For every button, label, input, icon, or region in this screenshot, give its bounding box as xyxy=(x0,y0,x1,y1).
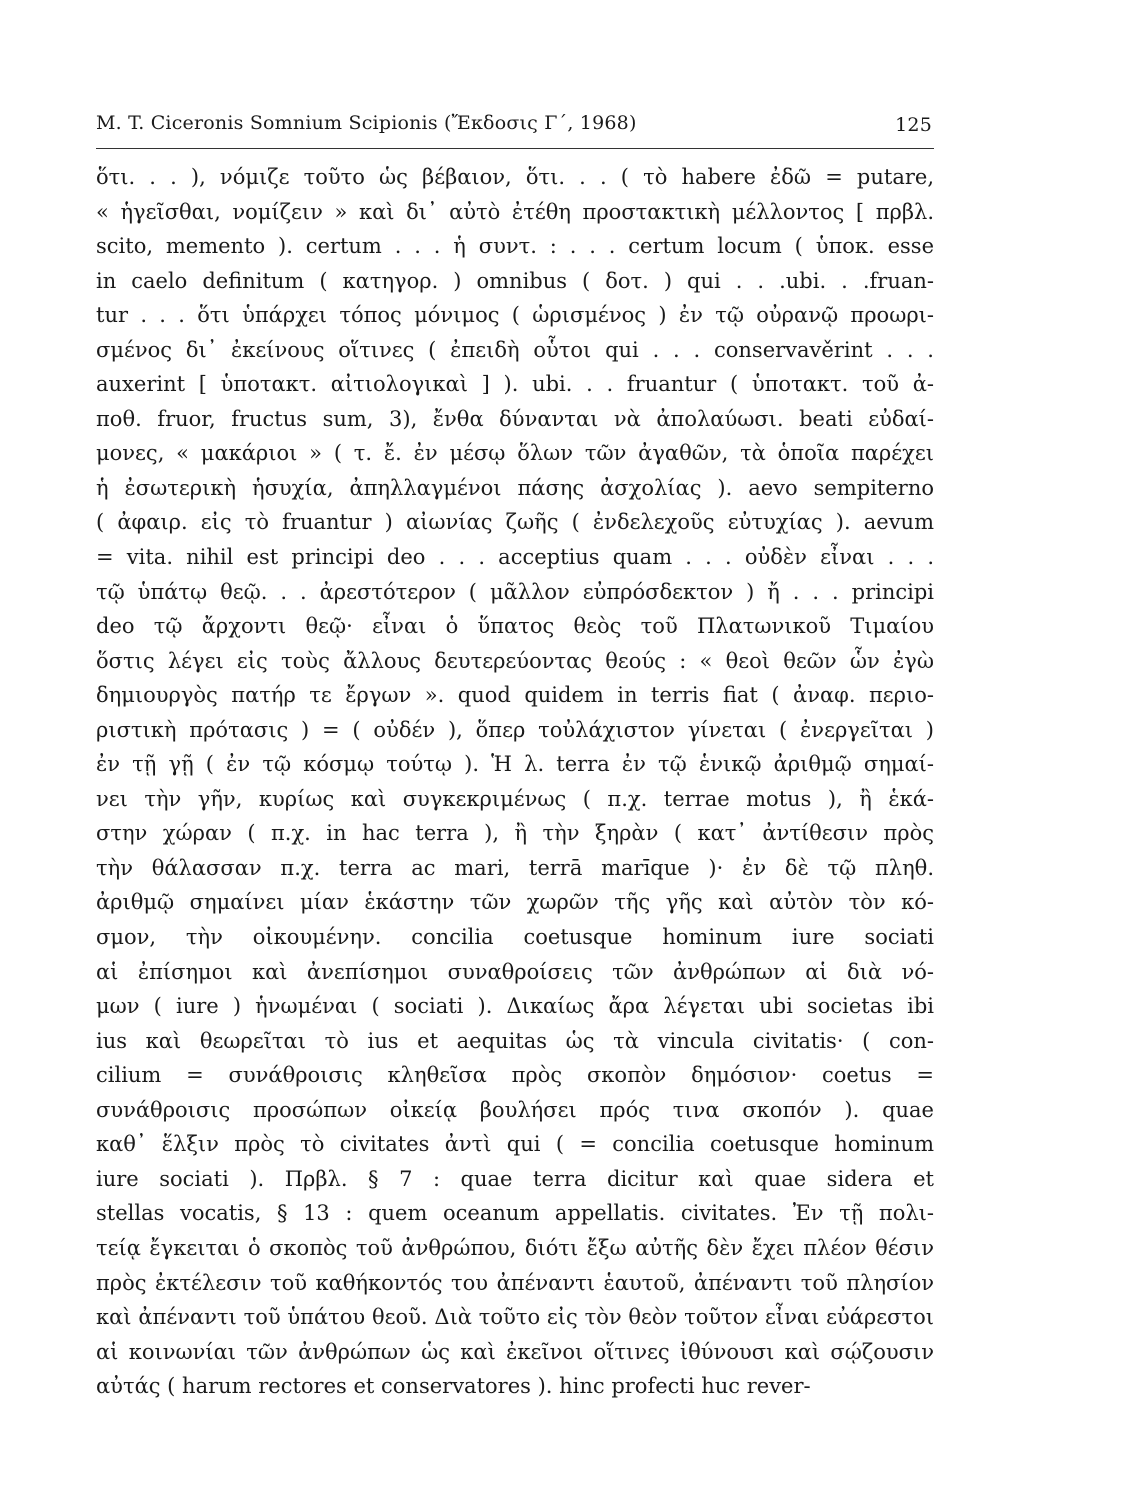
text-line: scito, memento ). certum . . . ἡ συντ. : . . . certum locum ( ὑποκ. esse xyxy=(96,234,934,259)
text-line: σμένος δι᾽ ἐκείνους οἵτινες ( ἐπειδὴ οὗτοι qui . . . conservavěrint . . . xyxy=(96,337,934,362)
text-line: iure sociati ). Πρβλ. § 7 : quae terra dicitur καὶ quae sidera et xyxy=(96,1166,934,1191)
text-line: μονες, « μακάριοι » ( τ. ἔ. ἐν μέσῳ ὅλων τῶν ἀγαθῶν, τὰ ὁποῖα παρέχει xyxy=(96,441,934,466)
text-line: deo τῷ ἄρχοντι θεῷ· εἶναι ὁ ὕπατος θεὸς τοῦ Πλατωνικοῦ Τιμαίου xyxy=(96,614,934,639)
text-line: ριστικὴ πρότασις ) = ( οὐδέν ), ὅπερ τοὐλάχιστον γίνεται ( ἐνεργεῖται ) xyxy=(96,717,934,742)
page-number: 125 xyxy=(895,114,932,136)
text-line: αὐτάς ( harum rectores et conservatores ). hinc profecti huc rever- xyxy=(96,1374,811,1399)
running-header xyxy=(96,112,938,142)
text-line: auxerint [ ὑποτακτ. αἰτιολογικαὶ ] ). ubi. . . fruantur ( ὑποτακτ. τοῦ ἀ- xyxy=(96,372,934,397)
commentary-body xyxy=(96,160,934,1404)
text-line: = vita. nihil est principi deo . . . acceptius quam . . . οὐδὲν εἶναι . . . xyxy=(96,545,934,570)
text-line: αἱ ἐπίσημοι καὶ ἀνεπίσημοι συναθροίσεις τῶν ἀνθρώπων αἱ διὰ νό- xyxy=(96,959,934,984)
text-line: cilium = συνάθροισις κληθεῖσα πρὸς σκοπὸν δημόσιον· coetus = xyxy=(96,1063,934,1088)
running-title: M. T. Ciceronis Somnium Scipionis (Ἔκδοσις Γ΄, 1968) xyxy=(96,112,637,134)
text-line: δημιουργὸς πατήρ τε ἔργων ». quod quidem in terris fiat ( ἀναφ. περιο- xyxy=(96,683,934,708)
text-line: ( ἀφαιρ. εἰς τὸ fruantur ) αἰωνίας ζωῆς ( ἐνδελεχοῦς εὐτυχίας ). aevum xyxy=(96,510,934,535)
text-line: tur . . . ὅτι ὑπάρχει τόπος μόνιμος ( ὡρισμένος ) ἐν τῷ οὐρανῷ προωρι- xyxy=(96,303,934,328)
text-line: stellas vocatis, § 13 : quem oceanum appellatis. civitates. Ἐν τῇ πολι- xyxy=(96,1201,934,1226)
text-line: μων ( iure ) ἡνωμέναι ( sociati ). Δικαίως ἄρα λέγεται ubi societas ibi xyxy=(96,994,934,1019)
text-line: ὅτι. . . ), νόμιζε τοῦτο ὡς βέβαιον, ὅτι. . . ( τὸ habere ἐδῶ = putare, xyxy=(96,165,934,189)
header-rule xyxy=(96,148,934,149)
text-line: « ἡγεῖσθαι, νομίζειν » καὶ δι᾽ αὐτὸ ἐτέθη προστακτικὴ μέλλοντος [ πρβλ. xyxy=(96,199,934,224)
text-line: τὴν θάλασσαν π.χ. terra ac mari, terrā marīque )· ἐν δὲ τῷ πληθ. xyxy=(96,855,934,880)
text-line: in caelo definitum ( κατηγορ. ) omnibus ( δοτ. ) qui . . .ubi. . .fruan- xyxy=(96,268,934,293)
text-line: πρὸς ἐκτέλεσιν τοῦ καθήκοντός του ἀπέναντι ἑαυτοῦ, ἀπέναντι τοῦ πλησίον xyxy=(96,1270,934,1295)
text-line: αἱ κοινωνίαι τῶν ἀνθρώπων ὡς καὶ ἐκεῖνοι οἵτινες ἰθύνουσι καὶ σῴζουσιν xyxy=(96,1339,934,1364)
text-line: καθ᾽ ἕλξιν πρὸς τὸ civitates ἀντὶ qui ( = concilia coetusque hominum xyxy=(96,1132,934,1157)
text-line: ius καὶ θεωρεῖται τὸ ius et aequitas ὡς τὰ vincula civitatis· ( con- xyxy=(96,1028,934,1053)
text-line: τῷ ὑπάτῳ θεῷ. . . ἀρεστότερον ( μᾶλλον εὐπρόσδεκτον ) ἤ . . . principi xyxy=(96,579,934,604)
text-line: σμον, τὴν οἰκουμένην. concilia coetusque hominum iure sociati xyxy=(96,925,934,950)
text-line: νει τὴν γῆν, κυρίως καὶ συγκεκριμένως ( π.χ. terrae motus ), ἢ ἑκά- xyxy=(96,786,934,811)
text-line: ἐν τῇ γῇ ( ἐν τῷ κόσμῳ τούτῳ ). Ἡ λ. terra ἐν τῷ ἑνικῷ ἀριθμῷ σημαί- xyxy=(96,752,934,777)
text-line: ποθ. fruor, fructus sum, 3), ἔνθα δύνανται νὰ ἀπολαύωσι. beati εὐδαί- xyxy=(96,406,934,431)
text-line: στην χώραν ( π.χ. in hac terra ), ἢ τὴν ξηρὰν ( κατ᾽ ἀντίθεσιν πρὸς xyxy=(96,821,934,846)
text-line: ἡ ἐσωτερικὴ ἡσυχία, ἀπηλλαγμένοι πάσης ἀσχολίας ). aevo sempiterno xyxy=(96,475,934,500)
text-line: ὅστις λέγει εἰς τοὺς ἄλλους δευτερεύοντας θεούς : « θεοὶ θεῶν ὧν ἐγὼ xyxy=(96,648,934,673)
text-line: συνάθροισις προσώπων οἰκείᾳ βουλήσει πρός τινα σκοπόν ). quae xyxy=(96,1097,934,1122)
text-line: τείᾳ ἔγκειται ὁ σκοπὸς τοῦ ἀνθρώπου, διότι ἔξω αὐτῆς δὲν ἔχει πλέον θέσιν xyxy=(96,1235,934,1260)
text-line: ἀριθμῷ σημαίνει μίαν ἑκάστην τῶν χωρῶν τῆς γῆς καὶ αὐτὸν τὸν κό- xyxy=(96,890,934,915)
text-line: καὶ ἀπέναντι τοῦ ὑπάτου θεοῦ. Διὰ τοῦτο εἰς τὸν θεὸν τοῦτον εἶναι εὐάρεστοι xyxy=(96,1305,934,1330)
